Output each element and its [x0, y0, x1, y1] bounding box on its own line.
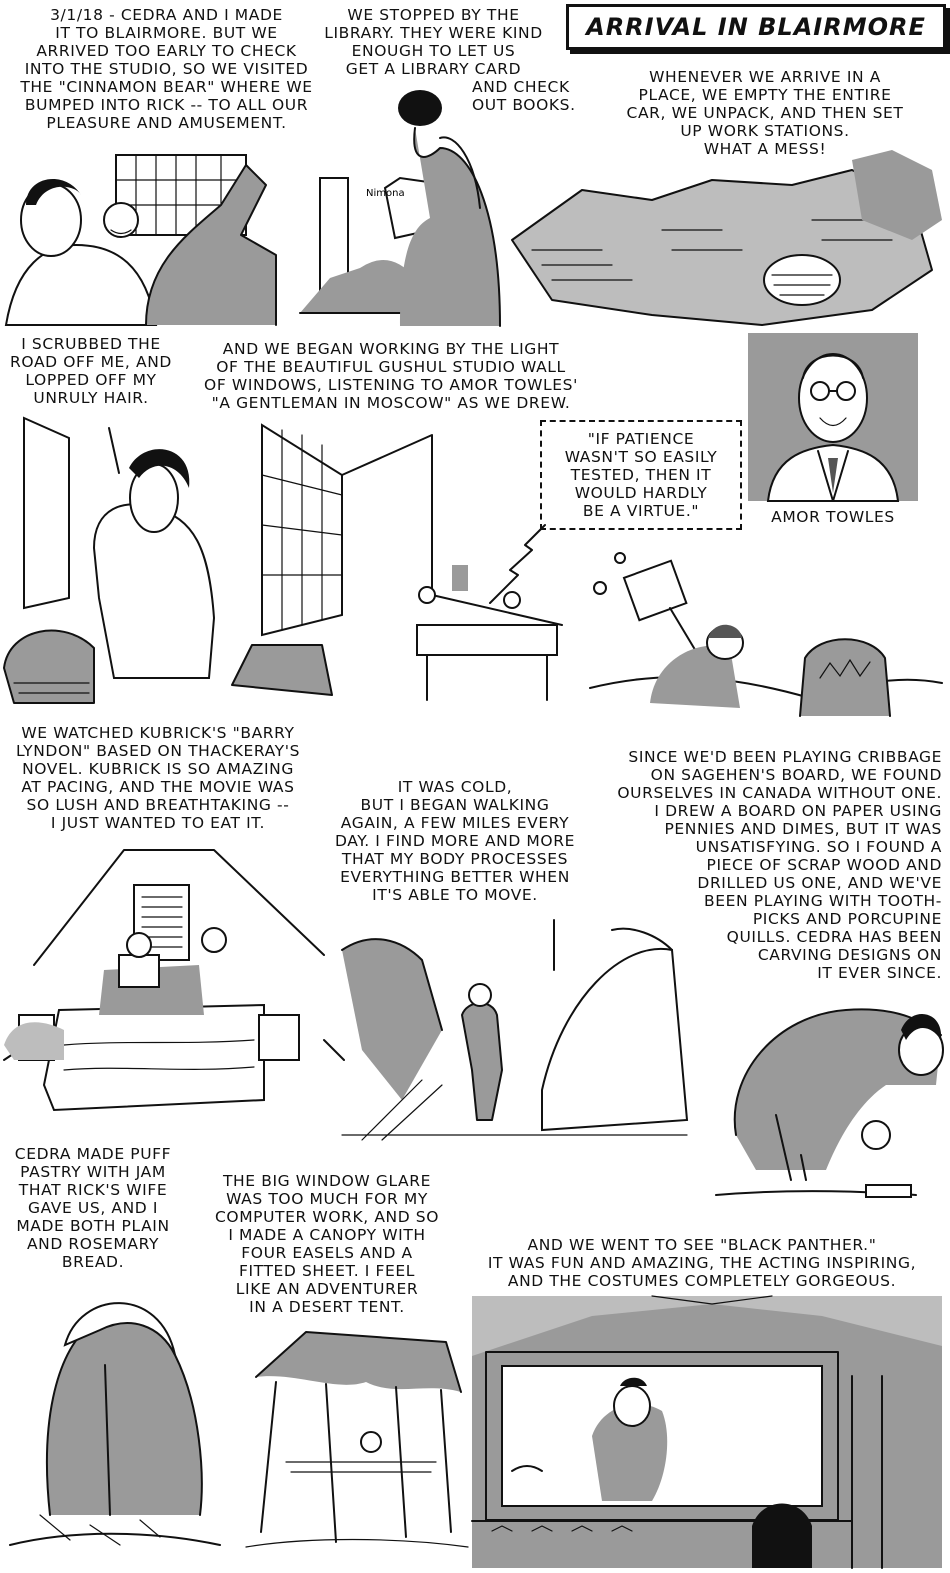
caption-black-panther: AND WE WENT TO SEE "BLACK PANTHER." IT WAS FUN AND AMAZING, THE ACTING INSPIRING, AND THE COSTUMES COMPLETELY GORGEOUS.: [487, 1236, 917, 1290]
caption-canopy: THE BIG WINDOW GLARE WAS TOO MUCH FOR MY COMPUTER WORK, AND SO I MADE A CANOPY WITH FOUR EASELS AND A FITTED SHEET. I FEEL LIKE AN ADVENTURER IN A DESERT TENT.: [214, 1172, 440, 1316]
quote-text: "IF PATIENCE WASN'T SO EASILY TESTED, THEN IT WOULD HARDLY BE A VIRTUE.": [564, 430, 718, 520]
page-title: ARRIVAL IN BLAIRMORE: [586, 13, 926, 41]
easel-canopy-drawing: [246, 1322, 468, 1562]
amor-towles-portrait: [748, 333, 918, 501]
caption-cinnamon-bear: 3/1/18 - CEDRA AND I MADE IT TO BLAIRMORE. BUT WE ARRIVED TOO EARLY TO CHECK INTO THE STUDIO, SO WE VISITED THE "CINNAMON BEAR" WHERE WE BUMPED INTO RICK -- TO ALL OUR PLEASURE AND AMUSEMENT.: [20, 6, 313, 132]
black-panther-theater-drawing: [472, 1296, 942, 1568]
caption-cribbage: SINCE WE'D BEEN PLAYING CRIBBAGE ON SAGEHEN'S BOARD, WE FOUND OURSELVES IN CANADA WITHOUT ONE. I DREW A BOARD ON PAPER USING PENNIES AND DIMES, BUT IT WAS UNSATISFYING. SO I FOUND A PIECE OF SCRAP WOOD AND DRILLED US ONE, AND WE'VE BEEN PLAYING WITH TOOTH- PICKS AND PORCUPINE QUILLS. CEDRA HAS BEEN CARVING DESIGNS ON IT EVER SINCE.: [617, 748, 942, 982]
haircut-drawing: [4, 418, 224, 708]
book-title: Nimona: [366, 188, 405, 199]
library-drawing: [290, 88, 510, 326]
shoveling-drawing: [590, 548, 942, 716]
portrait-name: AMOR TOWLES: [771, 508, 895, 526]
unpack-mess-drawing: [512, 140, 942, 325]
barry-lyndon-bed-drawing: [4, 845, 344, 1120]
caption-walking: IT WAS COLD, BUT I BEGAN WALKING AGAIN, A FEW MILES EVERY DAY. I FIND MORE AND MORE THAT MY BODY PROCESSES EVERYTHING BETTER WHEN IT'S ABLE TO MOVE.: [335, 778, 575, 904]
caption-library: WE STOPPED BY THE LIBRARY. THEY WERE KIND ENOUGH TO LET US GET A LIBRARY CARD: [324, 6, 543, 78]
caption-scrubbed: I SCRUBBED THE ROAD OFF ME, AND LOPPED OFF MY UNRULY HAIR.: [10, 335, 172, 407]
winter-walk-drawing: [342, 920, 687, 1145]
studio-windows-drawing: [232, 425, 562, 705]
quote-bubble: [540, 420, 742, 530]
pastry-baking-drawing: [10, 1275, 220, 1565]
caption-library-2: AND CHECK OUT BOOKS.: [472, 78, 576, 114]
caption-kubrick: WE WATCHED KUBRICK'S "BARRY LYNDON" BASED ON THACKERAY'S NOVEL. KUBRICK IS SO AMAZING AT PACING, AND THE MOVIE WAS SO LUSH AND BREATHTAKING -- I JUST WANTED TO EAT IT.: [15, 724, 301, 832]
caption-unpack: WHENEVER WE ARRIVE IN A PLACE, WE EMPTY THE ENTIRE CAR, WE UNPACK, AND THEN SET UP WORK STATIONS. WHAT A MESS!: [626, 68, 904, 158]
caption-pastry: CEDRA MADE PUFF PASTRY WITH JAM THAT RICK'S WIFE GAVE US, AND I MADE BOTH PLAIN AND ROSEMARY BREAD.: [14, 1145, 172, 1271]
cinnamon-bear-drawing: [6, 145, 281, 325]
caption-working: AND WE BEGAN WORKING BY THE LIGHT OF THE BEAUTIFUL GUSHUL STUDIO WALL OF WINDOWS, LISTENING TO AMOR TOWLES' "A GENTLEMAN IN MOSCOW" AS WE DREW.: [204, 340, 578, 412]
cribbage-drilling-drawing: [716, 995, 944, 1205]
title-box: [566, 4, 946, 50]
